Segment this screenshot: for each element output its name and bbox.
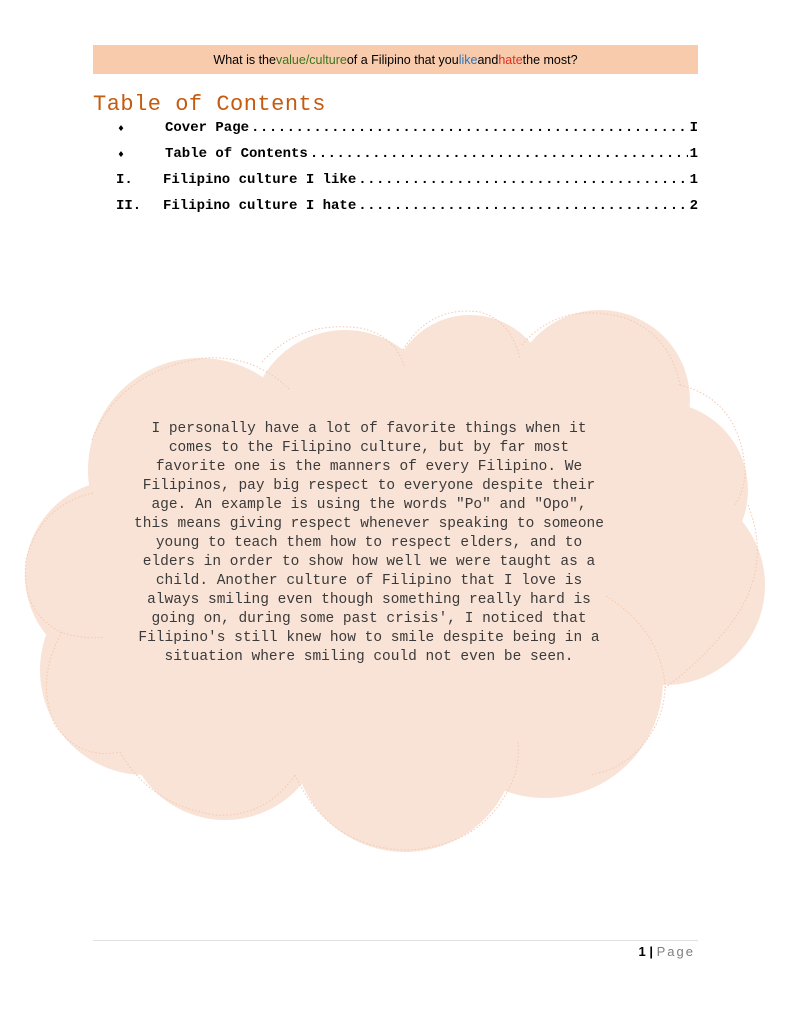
banner-value-culture: value/culture [275, 52, 347, 67]
page-number: 1 [638, 944, 646, 959]
toc-entry-page: 2 [689, 198, 698, 214]
banner-text-2: of a Filipino that you [346, 52, 459, 67]
toc-entry-page: 1 [689, 146, 698, 162]
diamond-bullet-icon: ♦ [118, 124, 125, 135]
banner-text-3: and [477, 52, 499, 67]
toc-roman-numeral: I. [116, 172, 133, 188]
footer-divider [93, 940, 698, 941]
cloud-paragraph: I personally have a lot of favorite things when it comes to the Filipino culture, but by far most favorite one is the manners of every Filipino. We Filipinos, pay big respect to everyone despite their age. An example is using the words "Po" and "Opo", this means giving respect whenever speaking to someone young to teach them how to respect elders, and to elders in order to show how well we were taught as a child. Another culture of Filipino that I love is always smiling even though something really hard is going on, during some past crisis', I noticed that Filipino's still knew how to smile despite being in a situation where smiling could not even be seen. [134, 421, 604, 665]
toc-title: Table of Contents [93, 92, 326, 117]
banner-hate: hate [498, 52, 523, 67]
toc-entry-label: Cover Page [165, 120, 250, 136]
banner-text-1: What is the [213, 52, 276, 67]
toc-entry-label: Filipino culture I hate [163, 198, 357, 214]
banner-like: like [458, 52, 478, 67]
page-footer [639, 944, 696, 959]
diamond-bullet-icon: ♦ [118, 150, 125, 161]
page-label: Page [656, 944, 695, 959]
banner-text-4: the most? [522, 52, 578, 67]
toc-entry-page: 1 [689, 172, 698, 188]
footer-separator: | [649, 944, 653, 959]
toc-entry-label: Table of Contents [165, 146, 308, 162]
toc-entry-label: Filipino culture I like [163, 172, 357, 188]
toc-roman-numeral: II. [116, 198, 142, 214]
toc-entry-page: I [689, 120, 698, 136]
